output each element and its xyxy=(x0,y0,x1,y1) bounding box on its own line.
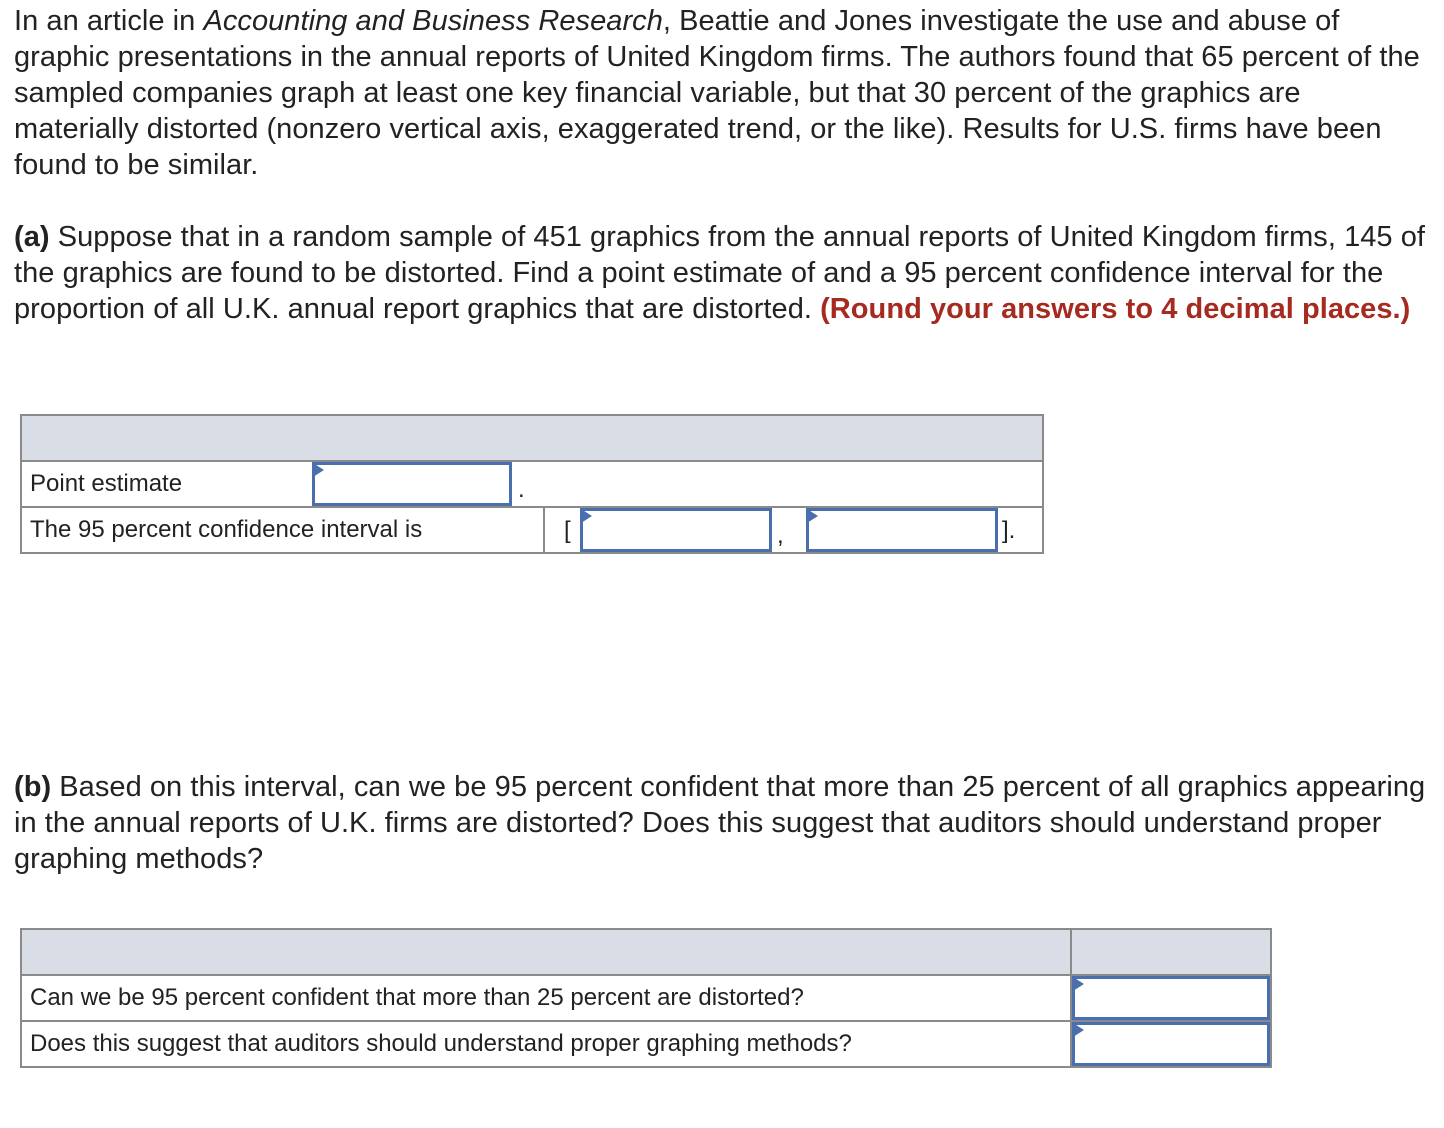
part-a-answer-table xyxy=(20,414,1044,554)
intro-text-after: , Beattie and Jones investigate the use and abuse of graphic presentations in the annual reports of United Kingdom firms. The authors found that 65 percent of the sampled companies graph at least one key financial variable, but that 30 percent of the graphics are materially distorted (nonzero vertical axis, exaggerated trend, or the like). Results for U.S. firms have been found to be similar. xyxy=(14,5,1420,181)
answer-flag-icon xyxy=(807,509,818,523)
intro-text-before: In an article in xyxy=(14,5,204,37)
confidence-answer-select[interactable] xyxy=(1072,976,1270,1020)
part-a-text: Suppose that in a random sample of 451 graphics from the annual reports of United Kingdom firms, 145 of the graphics are found to be distorted. Find a point estimate of and a 95 percent confidence interval for the proportion of all U.K. annual report graphics that are distorted. xyxy=(14,221,1425,325)
part-b-answer-table xyxy=(20,928,1272,1068)
auditors-question-label: Does this suggest that auditors should understand proper graphing methods? xyxy=(30,1030,852,1057)
point-estimate-input[interactable] xyxy=(312,462,512,506)
ci-close-bracket: ]. xyxy=(1002,517,1016,544)
part-a-table-header xyxy=(22,416,1042,462)
part-b-question xyxy=(14,769,1430,877)
intro-paragraph xyxy=(14,3,1430,183)
answer-flag-icon xyxy=(313,463,324,477)
confidence-interval-row xyxy=(22,508,1042,554)
ci-separator-comma: , xyxy=(777,522,784,549)
ci-column-divider xyxy=(543,508,545,554)
auditors-answer-select[interactable] xyxy=(1072,1022,1270,1066)
point-estimate-row xyxy=(22,462,1042,508)
part-a-label: (a) xyxy=(14,221,50,253)
ci-open-bracket: [ xyxy=(564,517,571,544)
answer-flag-icon xyxy=(1073,1023,1084,1037)
auditors-question-row xyxy=(22,1022,1270,1068)
part-b-table-header xyxy=(22,930,1270,976)
confidence-question-label: Can we be 95 percent confident that more than 25 percent are distorted? xyxy=(30,984,804,1011)
point-estimate-period: . xyxy=(518,476,525,503)
part-a-rounding-instruction: (Round your answers to 4 decimal places.) xyxy=(820,293,1411,325)
confidence-question-row xyxy=(22,976,1270,1022)
ci-lower-input[interactable] xyxy=(580,508,772,552)
confidence-interval-label: The 95 percent confidence interval is xyxy=(30,516,423,543)
point-estimate-label: Point estimate xyxy=(30,470,183,497)
part-b-text: Based on this interval, can we be 95 percent confident that more than 25 percent of all graphics appearing in the annual reports of U.K. firms are distorted? Does this suggest that auditors should understand proper graphing methods? xyxy=(14,771,1426,875)
journal-title: Accounting and Business Research xyxy=(203,5,663,37)
part-a-question xyxy=(14,219,1430,327)
answer-flag-icon xyxy=(581,509,592,523)
ci-upper-input[interactable] xyxy=(806,508,998,552)
part-b-label: (b) xyxy=(14,771,52,803)
answer-flag-icon xyxy=(1073,977,1084,991)
